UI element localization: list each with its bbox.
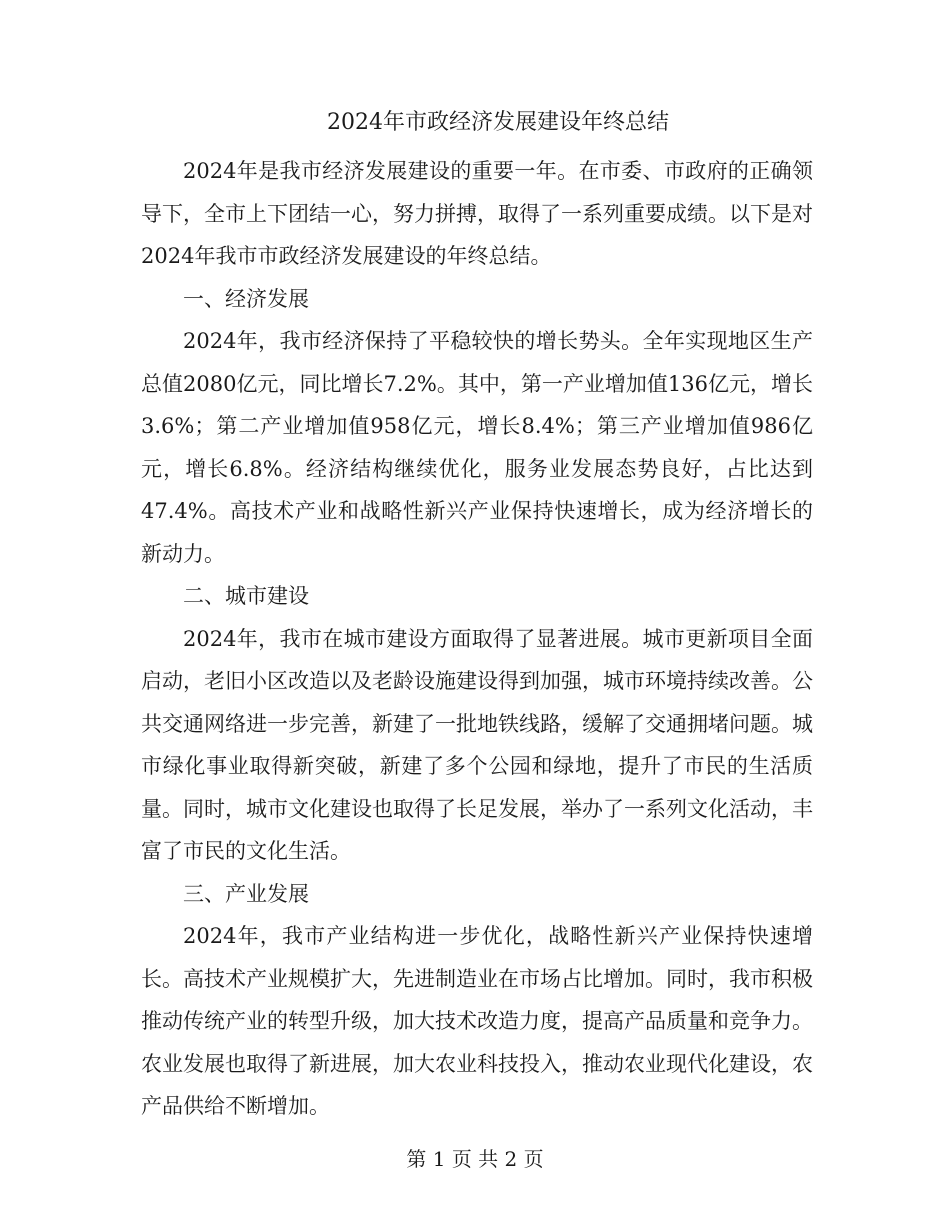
document-body xyxy=(141,150,813,1128)
document-title: 2024年市政经济发展建设年终总结 xyxy=(327,110,669,135)
section-heading-urban-construction: 二、城市建设 xyxy=(183,584,309,608)
section-heading-economy: 一、经济发展 xyxy=(183,286,309,311)
intro-paragraph: 2024年是我市经济发展建设的重要一年。在市委、市政府的正确领导下，全市上下团结一心，努力拼搏，取得了一系列重要成绩。以下是对2024年我市市政经济发展建设的年终总结。 xyxy=(141,159,813,268)
section-paragraph-urban-construction: 2024年，我市在城市建设方面取得了显著进展。城市更新项目全面启动，老旧小区改造以及老龄设施建设得到加强，城市环境持续改善。公共交通网络进一步完善，新建了一批地铁线路，缓解了交通拥堵问题。城市绿化事业取得新突破，新建了多个公园和绿地，提升了市民的生活质量。同时，城市文化建设也取得了长足发展，举办了一系列文化活动，丰富了市民的文化生活。 xyxy=(141,626,813,863)
section-paragraph-industry: 2024年，我市产业结构进一步优化，战略性新兴产业保持快速增长。高技术产业规模扩大，先进制造业在市场占比增加。同时，我市积极推动传统产业的转型升级，加大技术改造力度，提高产品质量和竞争力。农业发展也取得了新进展，加大农业科技投入，推动农业现代化建设，农产品供给不断增加。 xyxy=(141,924,813,1118)
section-heading-industry: 三、产业发展 xyxy=(183,881,309,906)
section-paragraph-economy: 2024年，我市经济保持了平稳较快的增长势头。全年实现地区生产总值2080亿元，同比增长7.2%。其中，第一产业增加值136亿元，增长3.6%；第二产业增加值958亿元，增长8.4%；第三产业增加值986亿元，增长6.8%。经济结构继续优化，服务业发展态势良好，占比达到47.4%。高技术产业和战略性新兴产业保持快速增长，成为经济增长的新动力。 xyxy=(141,329,813,566)
page-number-footer: 第 1 页 共 2 页 xyxy=(406,1147,544,1171)
